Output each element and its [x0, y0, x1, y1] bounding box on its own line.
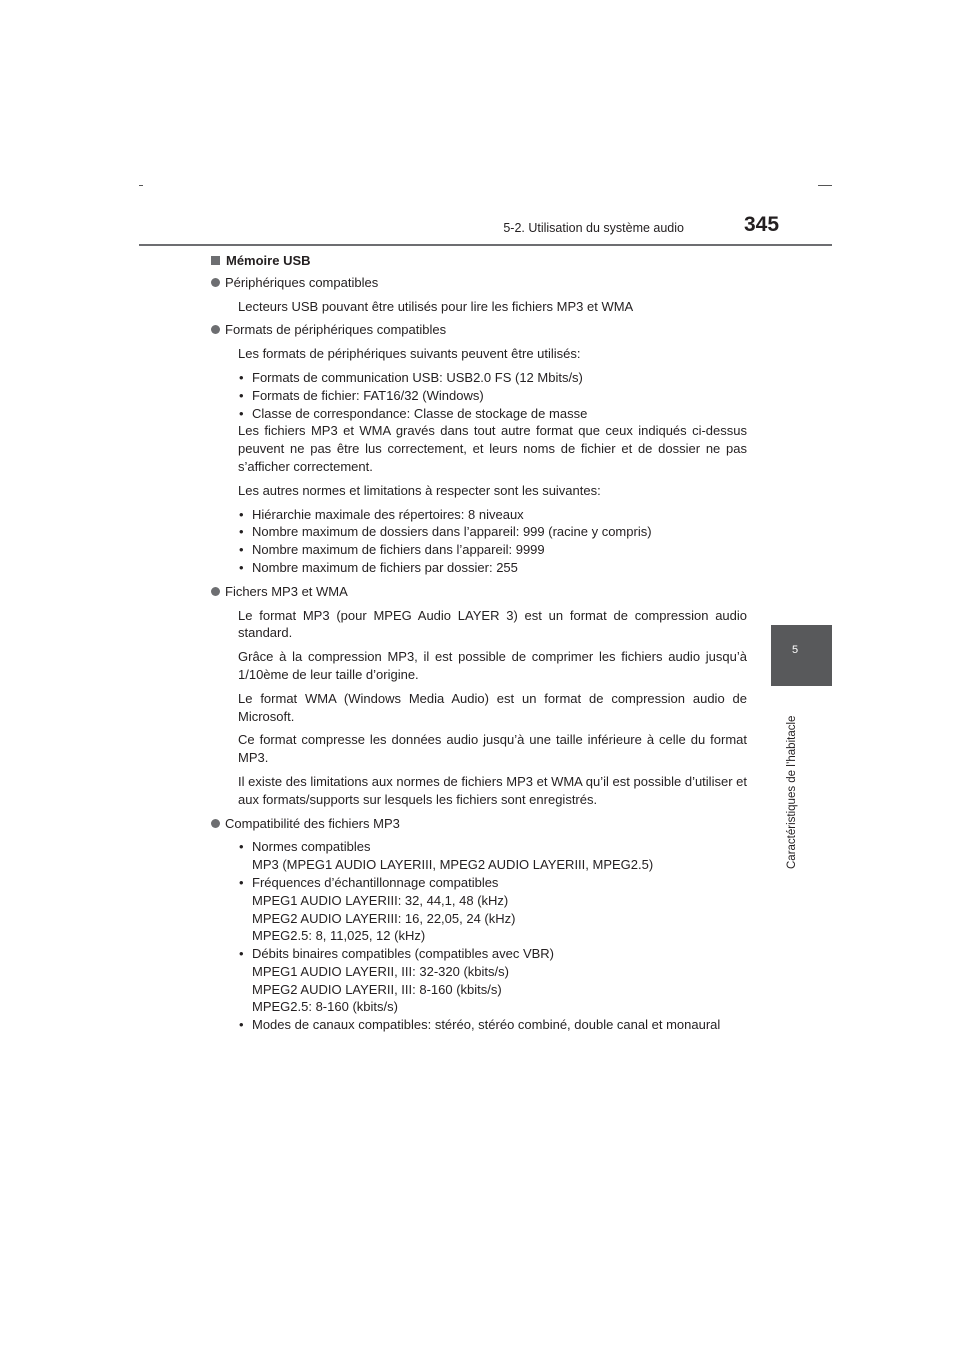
paragraph: Grâce à la compression MP3, il est possible de comprimer les fichiers audio jusqu’à 1/10ème de leur taille d’origine. [238, 649, 747, 682]
page-number: 345 [744, 213, 780, 236]
circle-bullet-icon [211, 325, 220, 334]
section-title-text: Mémoire USB [226, 253, 311, 268]
subheading: Formats de périphériques compatibles [211, 321, 747, 339]
header-rule [139, 244, 832, 246]
chapter-tab [771, 625, 832, 686]
circle-bullet-icon [211, 587, 220, 596]
list-item: • Formats de communication USB: USB2.0 FS (12 Mbits/s) [238, 369, 747, 387]
subheading: Fichers MP3 et WMA [211, 583, 747, 601]
subheading: Périphériques compatibles [211, 274, 747, 292]
bullet-list [238, 506, 747, 577]
page-content [211, 252, 747, 1034]
header-section-title: 5-2. Utilisation du système audio [503, 221, 684, 235]
crop-mark-left [139, 185, 143, 186]
chapter-number: 5 [792, 644, 799, 656]
chapter-side-label: Caractéristiques de l’habitacle [786, 715, 798, 869]
paragraph: Les fichiers MP3 et WMA gravés dans tout autre format que ceux indiqués ci-dessus peuvent ne pas être lus correctement, et leurs noms de fichier et de dossier ne pas s’afficher correctement. [238, 423, 747, 474]
list-item: • Modes de canaux compatibles: stéréo, stéréo combiné, double canal et monaural [238, 1016, 747, 1034]
paragraph: Le format WMA (Windows Media Audio) est un format de compression audio de Microsoft. [238, 690, 747, 724]
paragraph: Le format MP3 (pour MPEG Audio LAYER 3) est un format de compression audio standard. [238, 607, 747, 641]
bullet-list [238, 369, 747, 422]
paragraph: Les autres normes et limitations à respecter sont les suivantes: [238, 482, 601, 498]
list-item: • Nombre maximum de fichiers dans l’appareil: 9999 [238, 541, 747, 559]
crop-mark-right [818, 185, 832, 186]
paragraph: Lecteurs USB pouvant être utilisés pour lire les fichiers MP3 et WMA [238, 298, 634, 314]
subheading: Compatibilité des fichiers MP3 [211, 815, 747, 833]
circle-bullet-icon [211, 819, 220, 828]
square-bullet-icon [211, 256, 220, 265]
list-item: • Formats de fichier: FAT16/32 (Windows) [238, 387, 747, 405]
list-item: • Hiérarchie maximale des répertoires: 8 niveaux [238, 506, 747, 524]
bullet-list [238, 838, 747, 1034]
section-title [211, 252, 747, 270]
list-item: • Classe de correspondance: Classe de stockage de masse [238, 405, 747, 423]
list-item: • Fréquences d’échantillonnage compatibles MPEG1 AUDIO LAYERIII: 32, 44,1, 48 (kHz) MPEG2 AUDIO LAYERIII: 16, 22,05, 24 (kHz) MPEG2.5: 8, 11,025, 12 (kHz) [238, 874, 747, 945]
paragraph: Ce format compresse les données audio jusqu’à une taille inférieure à celle du format MP3. [238, 732, 747, 766]
list-item: • Débits binaires compatibles (compatibles avec VBR) MPEG1 AUDIO LAYERII, III: 32-320 (kbits/s) MPEG2 AUDIO LAYERII, III: 8-160 (kbits/s) MPEG2.5: 8-160 (kbits/s) [238, 945, 747, 1016]
list-item: • Normes compatibles MP3 (MPEG1 AUDIO LAYERIII, MPEG2 AUDIO LAYERIII, MPEG2.5) [238, 838, 747, 874]
circle-bullet-icon [211, 278, 220, 287]
list-item: • Nombre maximum de dossiers dans l’appareil: 999 (racine y compris) [238, 523, 747, 541]
paragraph: Les formats de périphériques suivants peuvent être utilisés: [238, 346, 581, 362]
paragraph: Il existe des limitations aux normes de fichiers MP3 et WMA qu’il est possible d’utiliser et aux formats/supports sur lesquels les fichiers sont enregistrés. [238, 773, 747, 807]
list-item: • Nombre maximum de fichiers par dossier: 255 [238, 559, 747, 577]
